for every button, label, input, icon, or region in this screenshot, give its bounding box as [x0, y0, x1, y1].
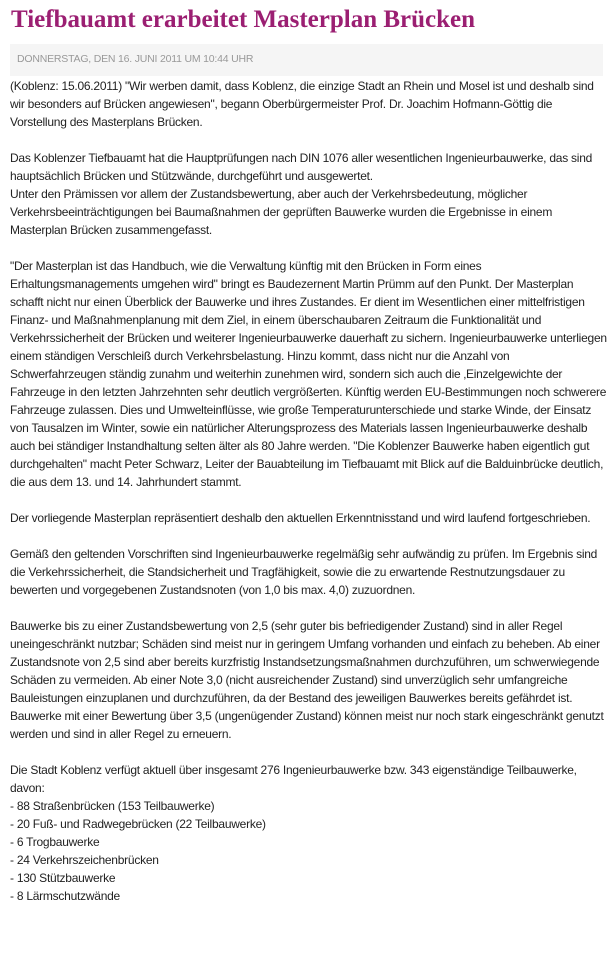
- list-item: - 24 Verkehrszeichenbrücken: [10, 853, 159, 867]
- list-item: - 130 Stützbauwerke: [10, 871, 116, 885]
- paragraph-inventory: Die Stadt Koblenz verfügt aktuell über insgesamt 276 Ingenieurbauwerke bzw. 343 eigenständige Teilbauwerke, davon:: [10, 763, 577, 795]
- paragraph-current-state: Der vorliegende Masterplan repräsentiert deshalb den aktuellen Erkenntnisstand und wird laufend fortgeschrieben.: [10, 511, 591, 525]
- paragraph-inspections: Das Koblenzer Tiefbauamt hat die Hauptprüfungen nach DIN 1076 aller wesentlichen Ingenieurbauwerke, das sind hauptsächlich Brücken und Stützwände, durchgeführt und ausgewertet.: [10, 151, 593, 183]
- paragraph-ratings: Bauwerke bis zu einer Zustandsbewertung von 2,5 (sehr guter bis befriedigender Zustand) sind in aller Regel uneingeschränkt nutzbar; Schäden sind meist nur in geringem Umfang vorhanden und einfach zu beheben. Ab einer Zustandsnote von 2,5 sind aber bereits kurzfristig Instandsetzungsmaßnahmen durchzuführen, um schwerwiegende Schäden zu vermeiden. Ab einer Note 3,0 (nicht ausreichender Zustand) sind unverzüglich sehr umfangreiche Bauleistungen einzuplanen und durchzuführen, da der Bestand des jeweiligen Bauwerkes bereits gefährdet ist. Bauwerke mit einer Bewertung über 3,5 (ungenügender Zustand) können meist nur noch stark eingeschränkt genutzt werden und sind in aller Regel zu erneuern.: [10, 619, 604, 741]
- paragraph-handbook: "Der Masterplan ist das Handbuch, wie die Verwaltung künftig mit den Brücken in Form eines Erhaltungsmanagements umgehen wird" bringt es Baudezernent Martin Prümm auf den Punkt. Der Masterplan schafft nicht nur einen Überblick der Bauwerke und ihres Zustandes. Er dient im Wesentlichen einer mittelfristigen Finanz- und Maßnahmenplanung mit dem Ziel, in einem überschaubaren Zeitraum die Funktionalität und Verkehrssicherheit der Brücken und weiterer Ingenieurbauwerke dauerhaft zu sichern. Ingenieurbauwerke unterliegen einem ständigen Verschleiß durch Verkehrsbelastung. Hinzu kommt, dass nicht nur die Anzahl von Schwerfahrzeugen ständig zunahm und weiterhin zunehmen wird, sondern sich auch die ‚Einzelgewichte der Fahrzeuge in den letzten Jahrzehnten sehr deutlich vergrößerten. Künftig werden EU-Bestimmungen noch schwerere Fahrzeuge zulassen. Dies und Umwelteinflüsse, wie große Temperaturunterschiede und starke Winde, der Einsatz von Tausalzen im Winter, sowie ein natürlicher Alterungsprozess des Materials lassen Ingenieurbauwerke deshalb auch bei ständiger Instandhaltung selten älter als 80 Jahre werden. "Die Koblenzer Bauwerke haben eigentlich gut durchgehalten" macht Peter Schwarz, Leiter der Bauabteilung im Tiefbauamt mit Blick auf die Balduinbrücke deutlich, die aus dem 13. und 14. Jahrhundert stammt.: [10, 259, 607, 489]
- structures-list: [10, 797, 608, 905]
- publish-date: DONNERSTAG, DEN 16. JUNI 2011 UM 10:44 UHR: [17, 53, 254, 65]
- list-item: - 20 Fuß- und Radwegebrücken (22 Teilbauwerke): [10, 817, 266, 831]
- list-item: - 6 Trogbauwerke: [10, 835, 100, 849]
- list-item: - 8 Lärmschutzwände: [10, 889, 120, 903]
- article-title: Tiefbauamt erarbeitet Masterplan Brücken: [11, 6, 476, 33]
- paragraph-intro: (Koblenz: 15.06.2011) "Wir werben damit, dass Koblenz, die einzige Stadt an Rhein und Mosel ist und deshalb sind wir besonders auf Brücken angewiesen", begann Oberbürgermeister Prof. Dr. Joachim Hofmann-Göttig die Vorstellung des Masterplans Brücken.: [10, 79, 594, 129]
- paragraph-regulations: Gemäß den geltenden Vorschriften sind Ingenieurbauwerke regelmäßig sehr aufwändig zu prüfen. Im Ergebnis sind die Verkehrssicherheit, die Standsicherheit und Tragfähigkeit, sowie die zu erwartende Restnutzungsdauer zu bewerten und vorgegebenen Zustandsnoten (von 1,0 bis max. 4,0) zuzuordnen.: [10, 547, 598, 597]
- date-bar: [10, 44, 603, 76]
- article-body: [10, 77, 608, 905]
- paragraph-premises: Unter den Prämissen vor allem der Zustandsbewertung, aber auch der Verkehrsbedeutung, möglicher Verkehrsbeeinträchtigungen bei Baumaßnahmen der geprüften Bauwerke wurden die Ergebnisse in einem Masterplan Brücken zusammengefasst.: [10, 187, 553, 237]
- list-item: - 88 Straßenbrücken (153 Teilbauwerke): [10, 799, 215, 813]
